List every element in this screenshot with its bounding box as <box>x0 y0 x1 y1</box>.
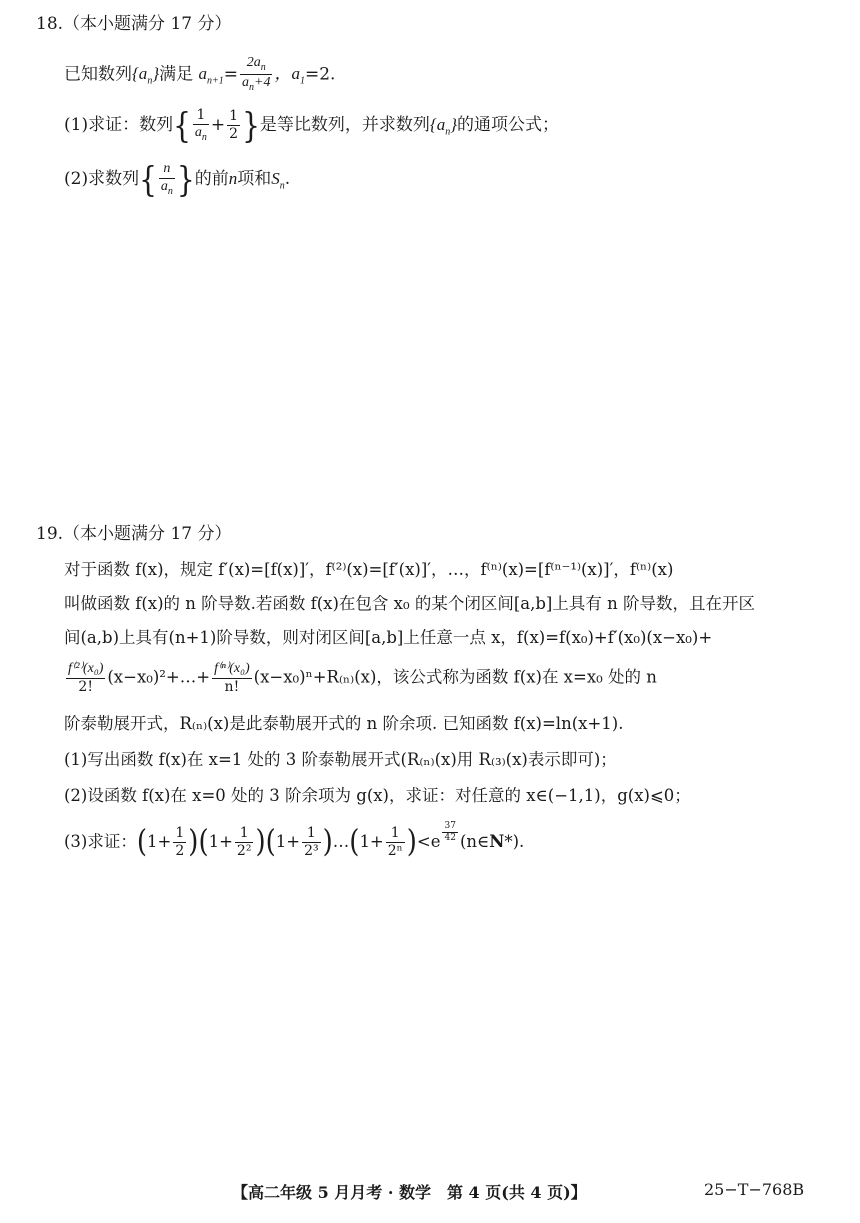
q18-math: a <box>194 124 202 140</box>
q19-part3 <box>64 822 524 859</box>
right-paren: ) <box>406 823 417 860</box>
q18-math: a <box>198 64 208 84</box>
left-paren: ( <box>198 823 209 860</box>
q18-math: S <box>271 169 280 188</box>
q19-header: 19.（本小题满分 17 分） <box>36 524 232 544</box>
q19-line-3: 间(a,b)上具有(n+1)阶导数，则对闭区间[a,b]上任意一点 x，f(x)=f(x₀)+f′(x₀)(x−x₀)+ <box>64 628 713 647</box>
q19-text: (x−x₀)²+…+ <box>107 667 211 687</box>
product-term-n-fraction: $\frac{1}{\text{2ⁿ}}$ <box>387 825 403 859</box>
q18-math: 1 <box>299 75 305 87</box>
q18-math: n <box>201 131 207 143</box>
q18-part2 <box>64 158 291 200</box>
q18-math: n+1 <box>207 75 224 87</box>
q18-math: n <box>279 180 285 192</box>
q19-line-1: 对于函数 f(x)，规定 f′(x)=[f(x)]′，f⁽²⁾(x)=[f′(x)]′，…，f⁽ⁿ⁾(x)=[f⁽ⁿ⁻¹⁾(x)]′，f⁽ⁿ⁾(x) <box>64 560 674 579</box>
taylor-term-n-fraction: $\frac{\text{f⁽ⁿ⁾(x₀)}}{n!}$ <box>214 661 250 695</box>
q18-math: a <box>242 75 250 91</box>
q18-math: 2a <box>246 55 261 70</box>
q18-math: =2. <box>304 64 336 85</box>
q18-frac-1-over-an: $\frac{1}{a_n}$ <box>194 107 207 143</box>
q18-math: n <box>167 185 173 197</box>
q18-math: n <box>228 169 238 188</box>
q18-math: } <box>450 115 458 134</box>
taylor-term-2-fraction: $\frac{\text{f⁽²⁾(x₀)}}{2!}$ <box>68 661 104 695</box>
q18-header: 18.（本小题满分 17 分） <box>36 14 232 34</box>
q18-text: 满足 <box>159 64 194 85</box>
right-paren: ) <box>255 823 266 860</box>
q18-recurrence-fraction <box>240 56 272 94</box>
q18-math: a <box>160 178 168 194</box>
q18-math: +4 <box>254 75 271 91</box>
q19-text: (x−x₀)ⁿ+R₍ₙ₎(x)，该公式称为函数 f(x)在 x=x₀ 处的 n <box>253 667 657 687</box>
left-brace: { <box>139 158 157 200</box>
q18-text: 的前 <box>194 169 229 189</box>
q18-math: = <box>223 64 239 85</box>
left-paren: ( <box>265 823 276 860</box>
q18-text: (1)求证：数列 <box>64 115 174 135</box>
q19-math: 1+ <box>275 831 301 851</box>
q19-line-2: 叫做函数 f(x)的 n 阶导数.若函数 f(x)在包含 x₀ 的某个闭区间[a,b]上具有 n 阶导数，且在开区 <box>64 594 755 613</box>
q18-given <box>64 56 335 94</box>
q18-text: 项和 <box>237 169 272 189</box>
q19-math: … <box>332 831 350 851</box>
product-term-1-fraction: $\frac{1}{2}$ <box>175 825 185 859</box>
q18-text: 已知数列 <box>64 64 132 85</box>
q18-math: n <box>260 61 266 73</box>
q18-text: 是等比数列，并求数列 <box>259 115 430 135</box>
q18-text: . <box>284 169 291 189</box>
product-term-2-fraction: $\frac{1}{\text{2²}}$ <box>236 825 252 859</box>
q19-math: (n∈ <box>459 831 490 851</box>
q19-part2: (2)设函数 f(x)在 x=0 处的 3 阶余项为 g(x)，求证：对任意的 x∈(−1,1)，g(x)⩽0； <box>64 786 691 805</box>
q18-math: n <box>249 82 255 94</box>
footer-title: 【高二年级 5 月月考 · 数学 第 4 页(共 4 页)】 <box>232 1183 587 1202</box>
right-brace: } <box>242 104 260 146</box>
left-paren: ( <box>349 823 360 860</box>
q18-text: 的通项公式； <box>457 115 560 135</box>
q19-math: 1+ <box>147 831 172 851</box>
q19-line-4 <box>64 662 657 694</box>
q18-text: (2)求数列 <box>64 169 140 189</box>
left-paren: ( <box>136 823 148 860</box>
q18-part1 <box>64 104 560 146</box>
footer-code: 25−T−768B <box>704 1180 805 1199</box>
right-brace: } <box>176 158 195 200</box>
q19-math: <e <box>416 831 441 851</box>
naturals-symbol: N <box>489 831 505 851</box>
q18-text: } <box>152 64 160 84</box>
exponent-fraction: 37 42 <box>444 821 456 844</box>
q18-text: {a <box>132 64 148 84</box>
q18-frac-n-over-an: $\frac{n}{a_n}$ <box>160 161 173 197</box>
left-brace: { <box>173 104 191 146</box>
q19-part1: (1)写出函数 f(x)在 x=1 处的 3 阶泰勒展开式(R₍ₙ₎(x)用 R₍₃₎(x)表示即可)； <box>64 750 617 769</box>
product-term-3-fraction: $\frac{1}{\text{2³}}$ <box>304 825 319 859</box>
right-paren: ) <box>322 823 333 860</box>
q18-frac-1-over-2: $\frac{1}{2}$ <box>229 108 239 142</box>
q18-math: n <box>445 126 451 138</box>
q19-text: (3)求证： <box>64 831 137 851</box>
q19-math: 1+ <box>359 831 384 851</box>
q19-math: *). <box>504 831 525 851</box>
q18-math: {a <box>429 115 446 134</box>
q19-math: 1+ <box>208 831 233 851</box>
right-paren: ) <box>188 823 199 860</box>
q18-math: + <box>210 115 226 135</box>
q18-math: ，a <box>274 64 300 84</box>
q18-text: n <box>147 75 153 87</box>
q19-line-5: 阶泰勒展开式，R₍ₙ₎(x)是此泰勒展开式的 n 阶余项. 已知函数 f(x)=ln(x+1). <box>64 714 624 733</box>
